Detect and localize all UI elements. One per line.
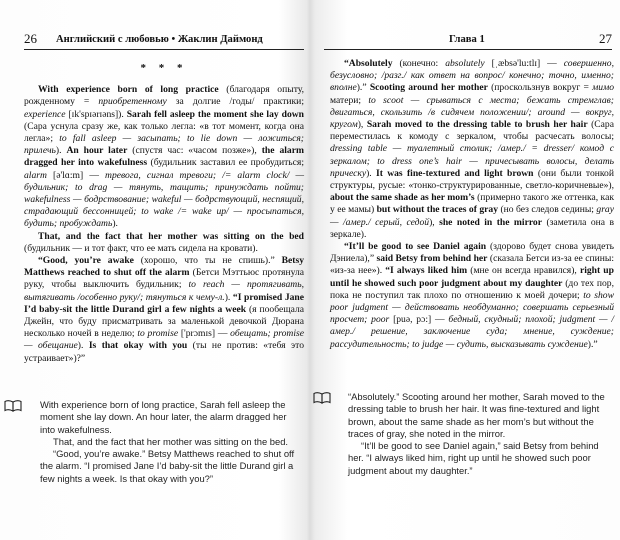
left-header-rule (24, 49, 304, 50)
english-paragraph: With experience born of long practice, Sarah fell asleep the moment she lay down. An hour later, the alarm dragged her into wakefulness. (40, 399, 287, 435)
right-page-header (324, 32, 612, 46)
left-page-number: 26 (24, 31, 37, 46)
left-annotated-text (24, 58, 304, 365)
right-english-text (348, 391, 610, 477)
english-paragraph: That, and the fact that her mother was sitting on the bed. (53, 435, 289, 447)
right-page-running-title: Глава 1 (449, 34, 485, 45)
english-paragraph: “Absolutely.” Scooting around her mother, Sarah moved to the dressing table to brush her hair. It was fine-textured and light brown, about the same shade as her mom’s but without the traces of gray, she noted in the mirror. (348, 391, 605, 439)
left-page-running-title: Английский с любовью • Жаклин Даймонд (56, 34, 263, 45)
annotated-paragraph: “It’ll be good to see Daniel again (здорово будет снова увидеть Дэниела),” said Betsy from behind her (сказала Бетси из-за ее спины: «из-за нее»). “I always liked him (мне он всегда нравился), right up until he showed such poor judgment about my daughter (до тех пор, пока не поступил так плохо по отношению к моей дочери; to show poor judgment — действовать необдуманно; совершать серьезный просчет; poor [puə, pɔ:] — бедный, скудный; плохой; judgment — /амер./ решение, заключение суда; мнение, суждение; рассудительность; to judge — судить, высказывать суждение).” (330, 241, 615, 350)
open-book-icon (313, 391, 331, 404)
open-book-icon (4, 399, 22, 412)
english-paragraph: “Good, you’re awake.” Betsy Matthews reached to shut off the alarm. “I promised Jane I’d baby-sit the little Durand girl a few nights a week. Is that okay with you?” (40, 448, 295, 484)
annotated-paragraph: With experience born of long practice (благодаря опыту, рожденному = приобретенному за долгие /годы/ практики; experience [ɪk'spɪərɪəns]). Sarah fell asleep the moment she lay down (Сара уснула сразу же, как только легла: «в тот момент, когда она легла»; to fall asleep — засыпать; to lie down — ложиться; прилечь). An hour later (спустя час: «часом позже»), the alarm dragged her into wakefulness (будильник заставил ее пробудиться; alarm [ə'lɑ:m] — тревога, сигнал тревоги; /= alarm clock/ — будильник; to drag — тянуть, тащить; принуждать пойти; wakefulness — бодрствование; wakeful — бодрствующий, неспящий, страдающий бессонницей; to wake /= wake up/ — просыпаться, будить; пробуждать). (24, 84, 305, 230)
right-header-rule (324, 49, 612, 50)
left-page-header (24, 32, 304, 46)
annotated-paragraph: “Good, you’re awake (хорошо, что ты не спишь).” Betsy Matthews reached to shut off the alarm (Бетси Мэттьюс протянула руку, чтобы выключить будильник; to reach — протягивать, вытягивать /особенно руку/; тянуться к чему-л.). “I promised Jane I’d baby-sit the little Durand girl a few nights a week (я пообещала Джейн, что буду присматривать за маленькой девочкой Дюрана несколько ночей в неделю; to promise ['prɔmɪs] — обещать; promise — обещание). Is that okay with you (ты не против: «тебя это устраивает»)?” (24, 255, 305, 364)
section-separator: * * * (140, 62, 188, 74)
right-page (312, 0, 620, 540)
left-page (0, 0, 306, 540)
annotated-paragraph: That, and the fact that her mother was sitting on the bed (будильник — и тот факт, что ее мать сидела на кровати). (24, 230, 304, 254)
annotated-paragraph: “Absolutely (конечно: absolutely [ˌæbsə'lu:tlɪ] — совершенно, безусловно; /разг./ как ответ на вопрос/ конечно; точно, именно; вполне).” Scooting around her mother (проскользнув вокруг = мимо матери; to scoot — срываться с места; бежать стремглав; двигаться, скользить /в сидячем положении/; around — вокруг, кругом), Sarah moved to the dressing table to brush her hair (Сара переместилась к комоду с зеркалом, чтобы расчесать волосы; dressing table — туалетный столик; /амер./ = dresser/ комод с зеркалом; to dress one’s hair — причесывать волосы, делать прическу). It was fine-textured and light brown (они были тонкой структуры, русые: «тонко-структурированные, светло-коричневые»), about the same shade as her mom’s (примерно такого же оттенка, как у ее мамы) but without the traces of gray (но без следов седины; gray — /амер./ серый, седой), she noted in the mirror (заметила она в зеркале). (330, 58, 615, 240)
left-english-text (40, 399, 298, 485)
right-page-number: 27 (599, 31, 612, 46)
english-paragraph: “It’ll be good to see Daniel again,” said Betsy from behind her. “I always liked him, right up until he showed such poor judgment about my daughter.” (348, 440, 599, 476)
right-annotated-text (330, 58, 614, 351)
